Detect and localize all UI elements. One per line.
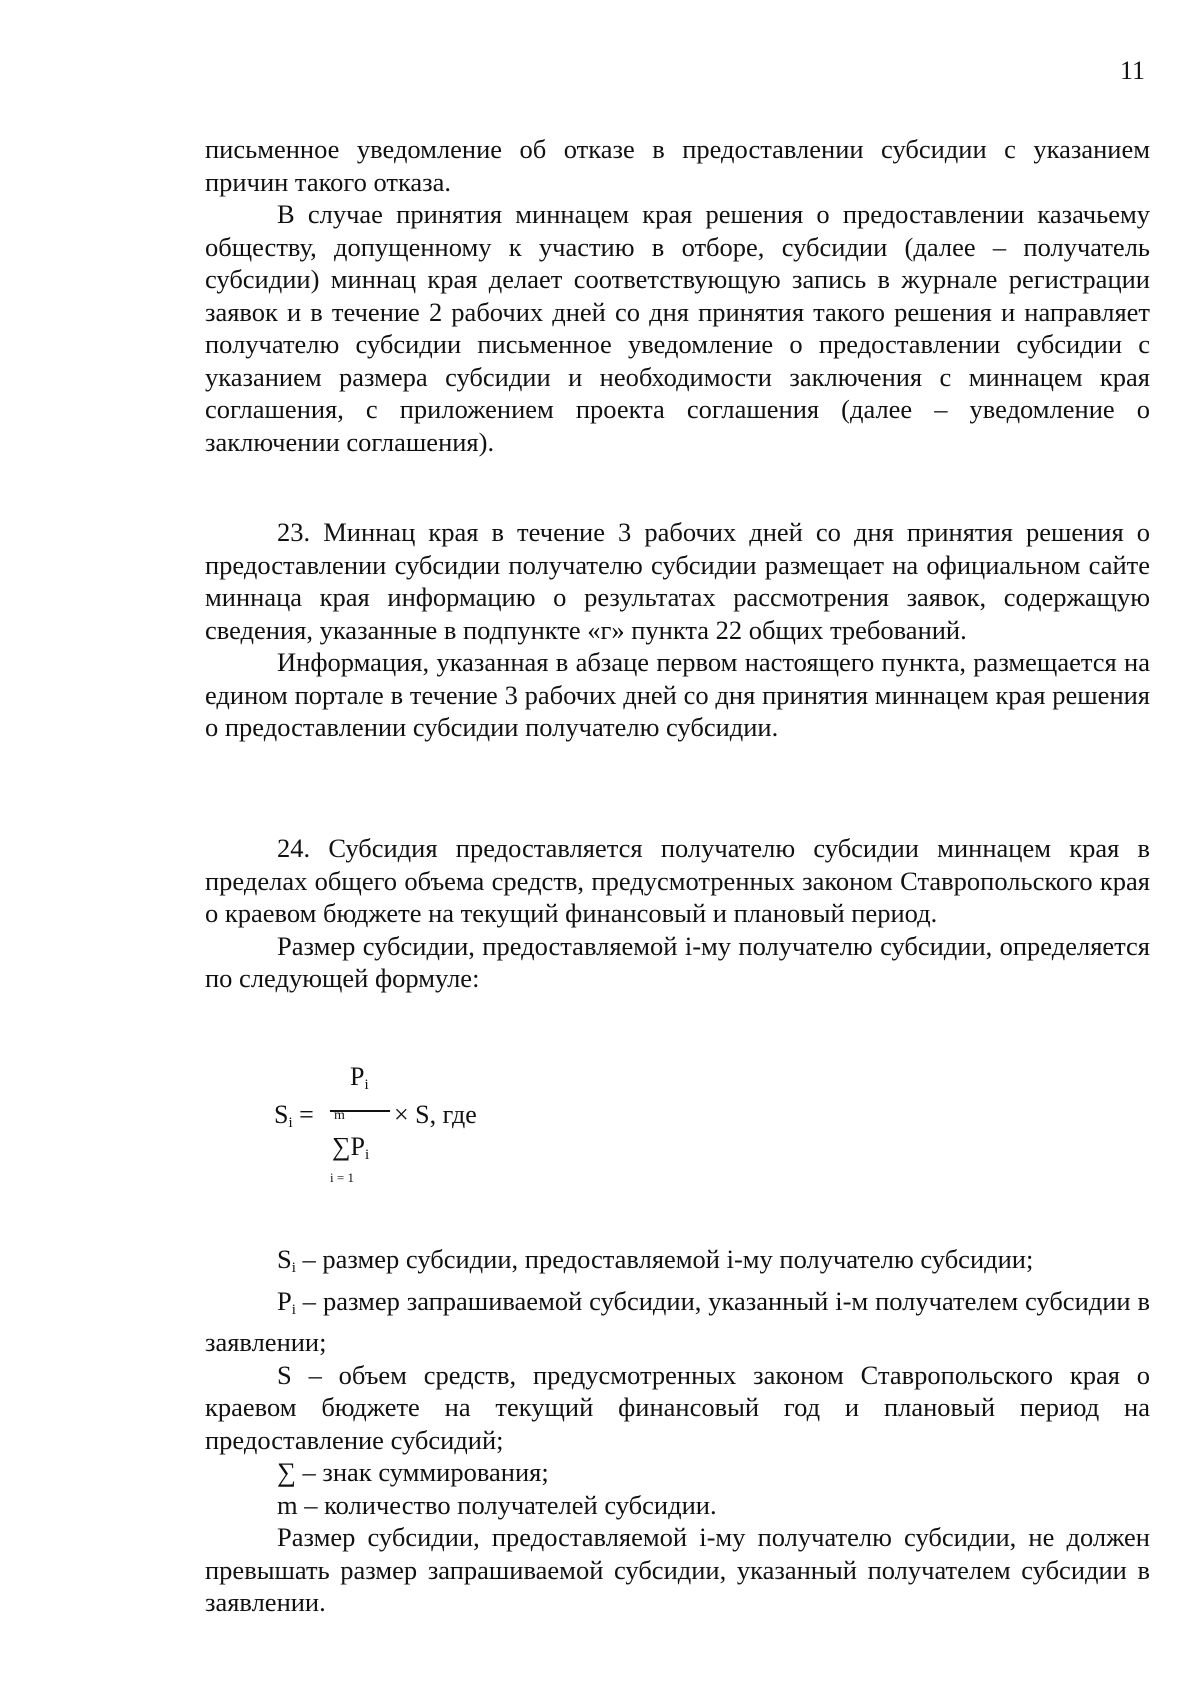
- formula-definitions: [205, 1243, 1150, 1619]
- paragraph: В случае принятия миннацем края решения о предоставлении казачьему обществу, допущенному к участию в отборе, субсидии (далее – получатель субсидии) миннац края делает соответствующую запись в журнале регистрации заявок и в течение 2 рабочих дней со дня принятия такого решения и направляет получателю субсидии письменное уведомление о предоставлении субсидии с указанием размера субсидии и необходимости заключения с миннацем края соглашения, с приложением проекта соглашения (далее – уведомление о заключении соглашения).: [205, 199, 1150, 457]
- sum-upper-limit: m: [334, 1108, 345, 1123]
- sum-icon: ∑: [332, 1132, 351, 1161]
- paragraph: письменное уведомление об отказе в предоставлении субсидии с указанием причин такого отказа.: [205, 134, 1150, 197]
- paragraph: 24. Субсидия предоставляется получателю субсидии миннацем края в пределах общего объема средств, предусмотренных законом Ставропольского края о краевом бюджете на текущий финансовый и плановый период.: [205, 833, 1150, 928]
- formula-rhs: × S, где: [394, 1100, 477, 1129]
- formula-lhs: $S_i$ =: [274, 1100, 314, 1131]
- definition-item: m – количество получателей субсидии.: [277, 1489, 717, 1520]
- paragraph: Информация, указанная в абзаце первом настоящего пункта, размещается на едином портале в течение 3 рабочих дней со дня принятия миннацем края решения о предоставлении субсидии получателю субсидии.: [205, 647, 1150, 742]
- definition-item: ∑ – знак суммирования;: [277, 1457, 549, 1487]
- formula-numerator: $P_i$: [350, 1062, 369, 1093]
- subsidy-formula: [274, 1058, 574, 1188]
- paragraph: Размер субсидии, предоставляемой i-му получателю субсидии, определяется по следующей формуле:: [205, 930, 1150, 993]
- formula-denominator: $\sum P_i$: [332, 1132, 370, 1163]
- paragraph: 23. Миннац края в течение 3 рабочих дней со дня принятия решения о предоставлении субсидии получателю субсидии размещает на официальном сайте миннаца края информацию о результатах рассмотрения заявок, содержащую сведения, указанные в подпункте «г» пункта 22 общих требований.: [205, 517, 1150, 645]
- section-item-23: [205, 516, 1150, 744]
- section-item-24: [205, 832, 1150, 995]
- definition-item: S – объем средств, предусмотренных законом Ставропольского края о краевом бюджете на текущий финансовый год и плановый период на предоставление субсидий;: [205, 1359, 1150, 1455]
- sum-lower-limit: i = 1: [330, 1170, 354, 1185]
- definition-item: $P_i$ – размер запрашиваемой субсидии, указанный i-м получателем субсидии в заявлении;: [205, 1285, 1150, 1357]
- closing-paragraph: Размер субсидии, предоставляемой i-му получателю субсидии, не должен превышать размер запрашиваемой субсидии, указанный получателем субсидии в заявлении.: [205, 1522, 1150, 1617]
- definition-item: $S_i$ – размер субсидии, предоставляемой i-му получателю субсидии;: [277, 1244, 1034, 1276]
- section-notification: [205, 133, 1150, 458]
- page-number: 11: [1120, 56, 1146, 85]
